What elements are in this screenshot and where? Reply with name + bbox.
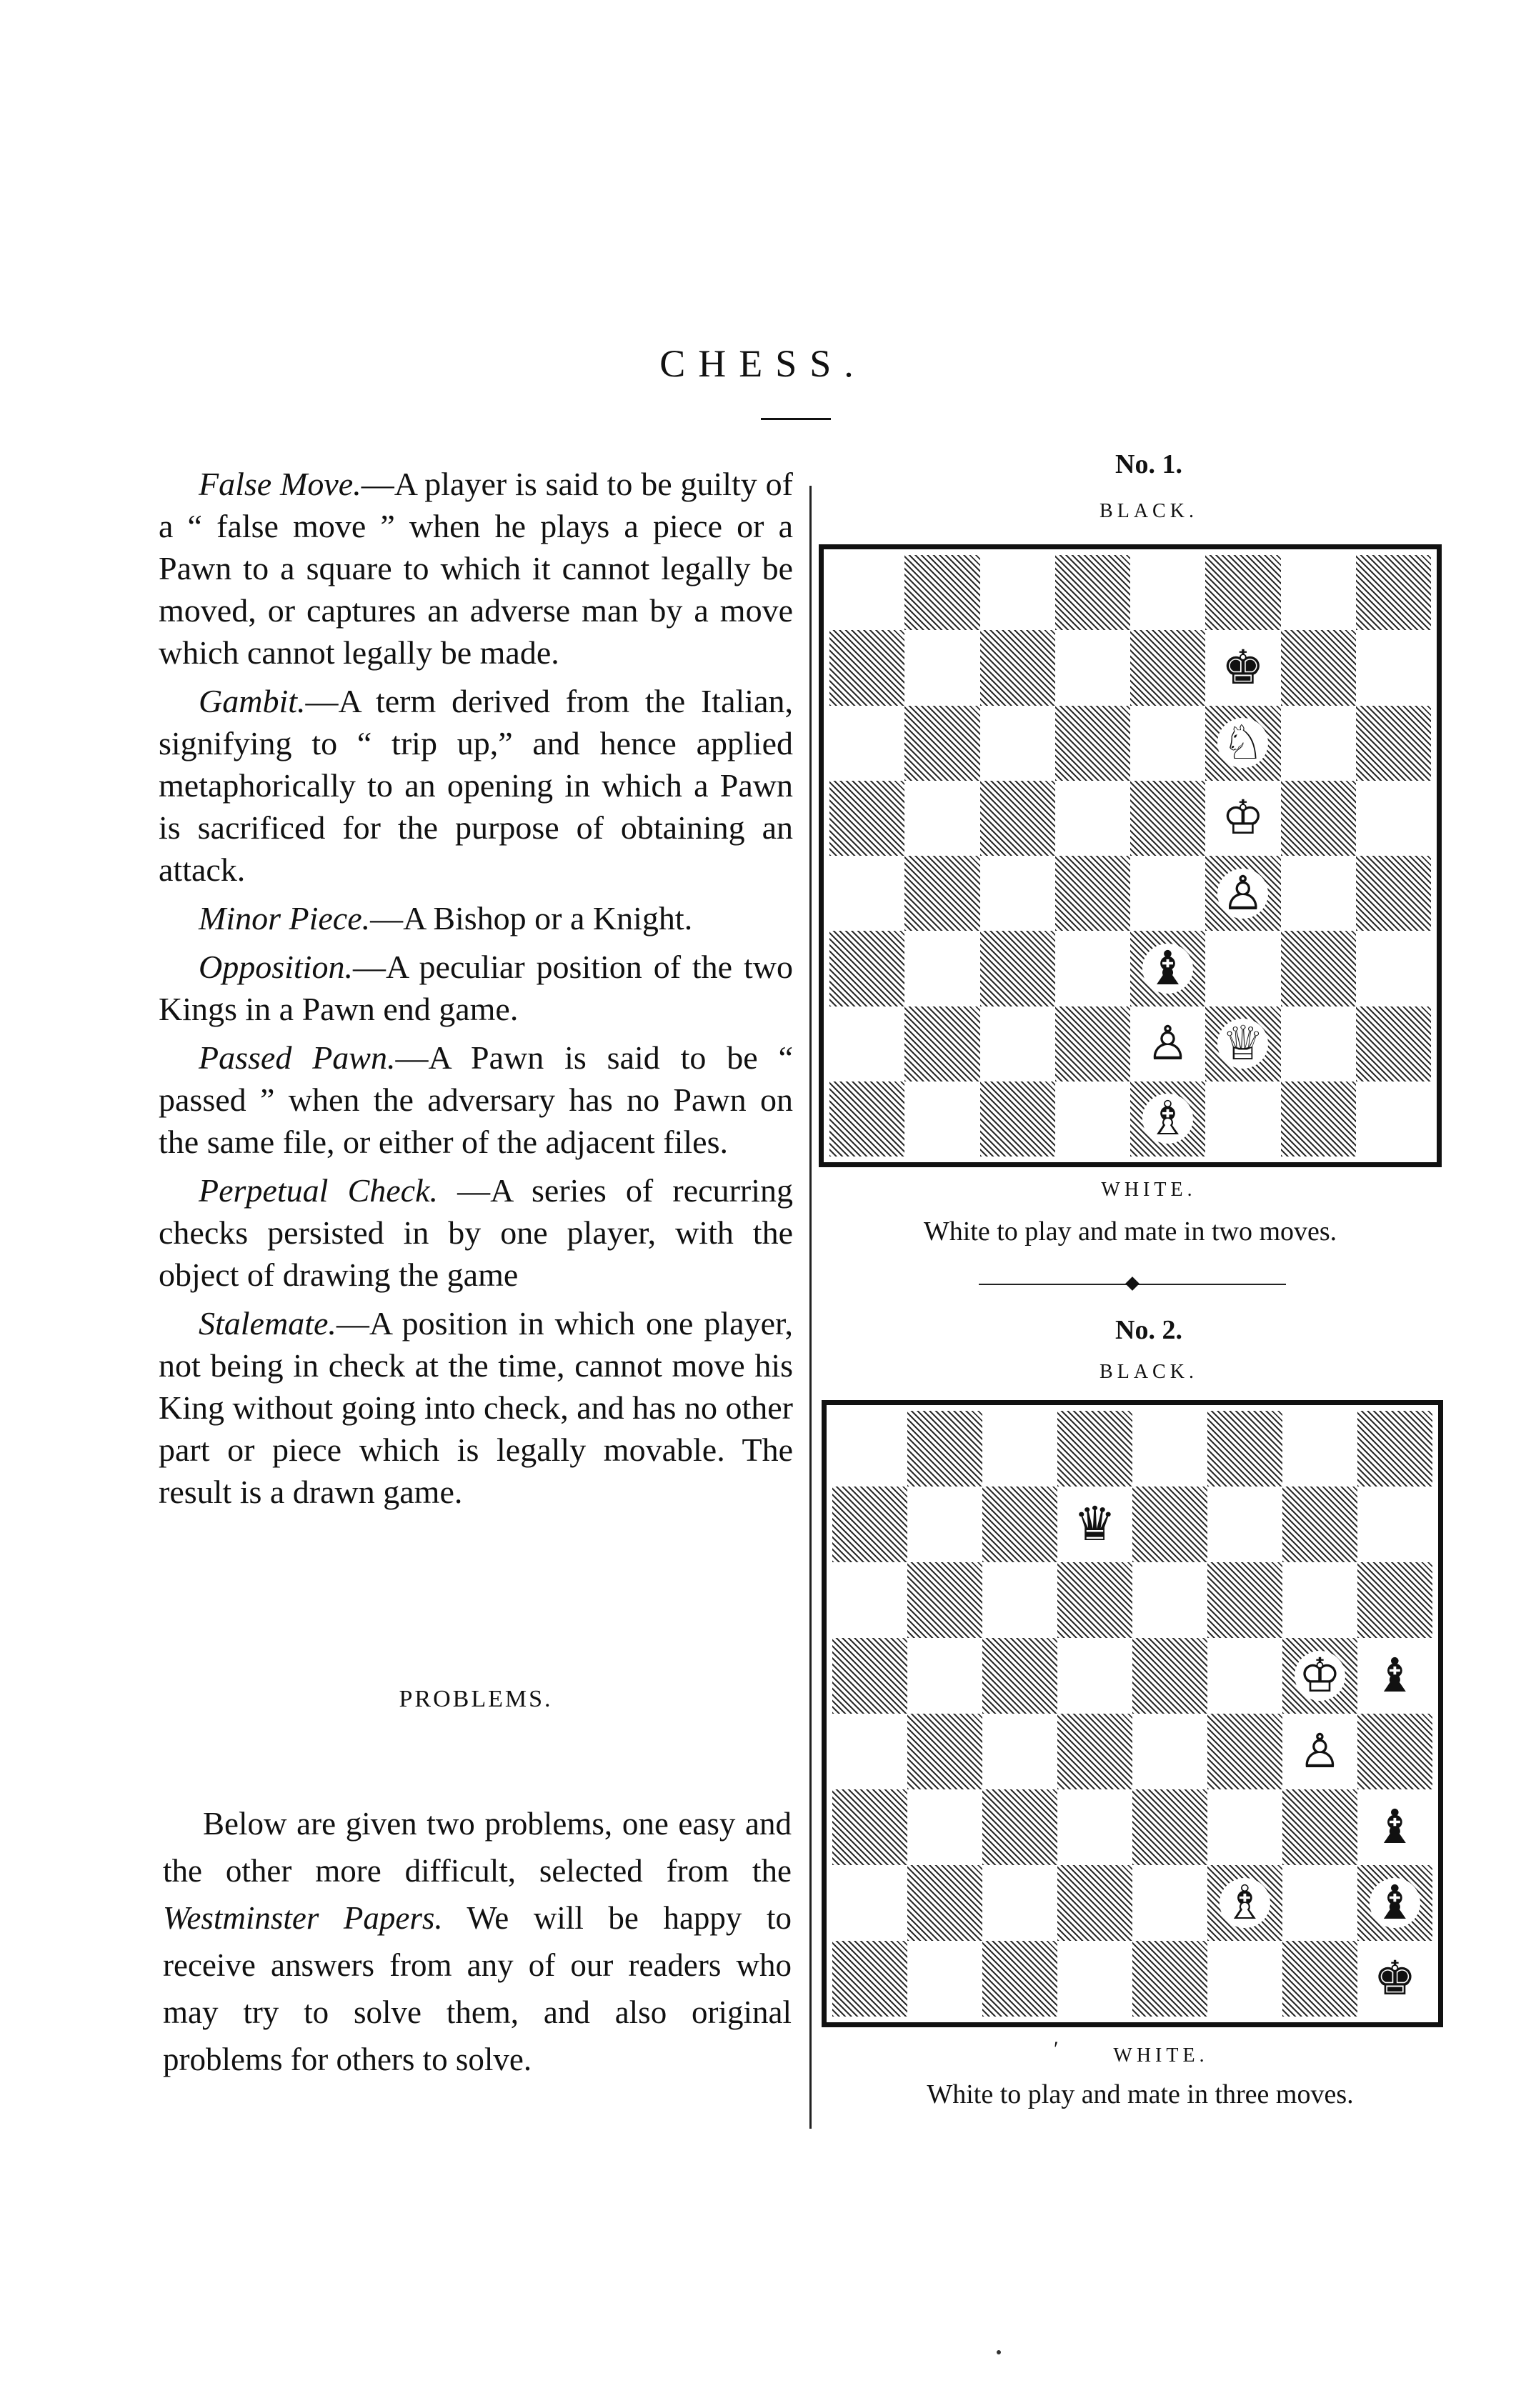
square-d3	[1057, 1789, 1132, 1865]
square-a4	[829, 856, 904, 931]
square-h6	[1356, 706, 1431, 781]
chess-piece-h5: ♝	[1370, 1651, 1420, 1701]
square-e2	[1132, 1865, 1207, 1941]
square-b8	[907, 1411, 982, 1487]
square-b5	[904, 781, 979, 856]
square-h3	[1357, 1789, 1432, 1865]
square-g2	[1281, 1006, 1356, 1081]
square-b2	[904, 1006, 979, 1081]
square-a6	[832, 1562, 907, 1638]
square-f6	[1207, 1562, 1282, 1638]
square-e8	[1130, 555, 1205, 630]
problem-number: No. 2.	[1115, 1315, 1182, 1345]
square-e6	[1130, 706, 1205, 781]
square-d1	[1057, 1941, 1132, 2017]
board-grid	[829, 555, 1431, 1156]
problem-caption: White to play and mate in three moves.	[927, 2079, 1354, 2109]
square-f6	[1205, 706, 1280, 781]
square-c6	[982, 1562, 1057, 1638]
square-f7	[1207, 1487, 1282, 1562]
square-c2	[982, 1865, 1057, 1941]
square-c1	[982, 1941, 1057, 2017]
square-c5	[982, 1638, 1057, 1714]
chess-piece-h1: ♚	[1370, 1954, 1420, 2004]
square-e5	[1130, 781, 1205, 856]
definition-text: —A Pawn is said to be “ passed ” when the adversary has no Pawn on the same file, or either of the adjacent files.	[159, 1039, 794, 1160]
square-f8	[1205, 555, 1280, 630]
square-b4	[907, 1714, 982, 1789]
chess-piece-h3: ♝	[1370, 1802, 1420, 1852]
square-f4	[1207, 1714, 1282, 1789]
chess-board-problem-1	[819, 544, 1442, 1167]
definition-perpetual-check	[159, 1169, 793, 1296]
square-g6	[1282, 1562, 1357, 1638]
square-d1	[1055, 1081, 1130, 1156]
definition-stalemate	[159, 1302, 793, 1513]
chess-piece-d7: ♛	[1069, 1499, 1120, 1549]
square-a8	[832, 1411, 907, 1487]
square-b3	[904, 931, 979, 1006]
chess-piece-f5: ♔	[1217, 793, 1268, 843]
definition-term: False Move.	[199, 466, 361, 502]
square-h5	[1356, 781, 1431, 856]
square-c3	[982, 1789, 1057, 1865]
square-g3	[1281, 931, 1356, 1006]
problems-intro	[163, 1800, 792, 2083]
square-c4	[980, 856, 1055, 931]
square-e3	[1132, 1789, 1207, 1865]
square-d4	[1055, 856, 1130, 931]
definition-minor-piece	[159, 897, 793, 939]
white-label: WHITE.	[1113, 2044, 1209, 2067]
definitions-column	[159, 463, 793, 1519]
definition-term: Gambit.	[199, 683, 306, 719]
definition-term: Perpetual Check.	[199, 1172, 438, 1209]
square-c8	[980, 555, 1055, 630]
intro-text-continued: We will be happy to receive answers from any of our readers who may try to solve them, and also original problems for others to solve.	[163, 1900, 792, 2077]
square-a3	[832, 1789, 907, 1865]
square-b4	[904, 856, 979, 931]
square-h4	[1356, 856, 1431, 931]
square-b8	[904, 555, 979, 630]
square-b6	[904, 706, 979, 781]
square-g5	[1282, 1638, 1357, 1714]
square-d8	[1055, 555, 1130, 630]
square-g7	[1281, 630, 1356, 705]
square-h2	[1357, 1865, 1432, 1941]
chess-board-problem-2	[822, 1400, 1443, 2027]
square-a5	[832, 1638, 907, 1714]
square-g4	[1281, 856, 1356, 931]
square-b1	[904, 1081, 979, 1156]
square-g2	[1282, 1865, 1357, 1941]
square-g8	[1281, 555, 1356, 630]
chess-piece-e3: ♝	[1142, 944, 1193, 994]
square-f5	[1207, 1638, 1282, 1714]
square-f3	[1207, 1789, 1282, 1865]
square-g3	[1282, 1789, 1357, 1865]
black-label: BLACK.	[1099, 1361, 1198, 1383]
definition-term: Passed Pawn.	[199, 1039, 396, 1076]
square-a7	[829, 630, 904, 705]
chess-piece-e1: ♗	[1142, 1094, 1193, 1144]
square-f3	[1205, 931, 1280, 1006]
square-a2	[829, 1006, 904, 1081]
square-b1	[907, 1941, 982, 2017]
square-f2	[1207, 1865, 1282, 1941]
square-d2	[1055, 1006, 1130, 1081]
square-c7	[980, 630, 1055, 705]
square-f2	[1205, 1006, 1280, 1081]
square-c5	[980, 781, 1055, 856]
square-a8	[829, 555, 904, 630]
journal-name: Westminster Papers.	[163, 1900, 443, 1936]
square-a4	[832, 1714, 907, 1789]
square-f5	[1205, 781, 1280, 856]
definition-text: —A position in which one player, not being in check at the time, cannot move his King without going into check, and has no other part or piece which is legally movable. The result is a drawn game.	[159, 1305, 793, 1510]
square-c7	[982, 1487, 1057, 1562]
square-h6	[1357, 1562, 1432, 1638]
square-a7	[832, 1487, 907, 1562]
definition-gambit	[159, 680, 793, 891]
board-grid	[832, 1411, 1432, 2017]
square-d7	[1057, 1487, 1132, 1562]
square-e4	[1130, 856, 1205, 931]
square-d8	[1057, 1411, 1132, 1487]
definition-text: —A peculiar position of the two Kings in a Pawn end game.	[159, 949, 793, 1027]
problems-heading: PROBLEMS.	[399, 1686, 553, 1712]
chess-piece-f7: ♚	[1217, 643, 1268, 693]
square-c2	[980, 1006, 1055, 1081]
definition-passed-pawn	[159, 1036, 793, 1163]
square-b7	[907, 1487, 982, 1562]
square-h5	[1357, 1638, 1432, 1714]
column-divider	[809, 486, 812, 2129]
definition-false-move	[159, 463, 793, 674]
square-g5	[1281, 781, 1356, 856]
square-c1	[980, 1081, 1055, 1156]
square-f1	[1207, 1941, 1282, 2017]
square-h1	[1357, 1941, 1432, 2017]
square-c6	[980, 706, 1055, 781]
definition-text: —A term derived from the Italian, signifying to “ trip up,” and hence applied metaphorically to an opening in which a Pawn is sacrificed for the purpose of obtaining an attack.	[159, 683, 793, 888]
square-d4	[1057, 1714, 1132, 1789]
chess-piece-f6: ♘	[1217, 718, 1268, 768]
square-d5	[1057, 1638, 1132, 1714]
square-h3	[1356, 931, 1431, 1006]
square-a1	[829, 1081, 904, 1156]
square-e7	[1130, 630, 1205, 705]
square-e1	[1132, 1941, 1207, 2017]
definition-text: —A series of recurring checks persisted in by one player, with the object of drawing the game	[159, 1172, 793, 1293]
square-a3	[829, 931, 904, 1006]
definition-opposition	[159, 946, 793, 1030]
square-e7	[1132, 1487, 1207, 1562]
chess-piece-f2: ♗	[1220, 1878, 1270, 1928]
square-h8	[1357, 1411, 1432, 1487]
page-speck	[997, 2350, 1001, 2354]
square-b6	[907, 1562, 982, 1638]
definition-text: —A player is said to be guilty of a “ false move ” when he plays a piece or a Pawn to a square to which it cannot legally be moved, or captures an adverse man by a move which cannot legally be made.	[159, 466, 793, 671]
square-e1	[1130, 1081, 1205, 1156]
square-g1	[1282, 1941, 1357, 2017]
definition-text: —A Bishop or a Knight.	[370, 900, 693, 936]
square-h7	[1356, 630, 1431, 705]
black-label: BLACK.	[1099, 500, 1198, 522]
square-e4	[1132, 1714, 1207, 1789]
ornament-diamond	[1125, 1277, 1139, 1291]
definition-term: Opposition.	[199, 949, 353, 985]
chess-piece-g4: ♙	[1295, 1727, 1345, 1777]
square-h8	[1356, 555, 1431, 630]
square-b3	[907, 1789, 982, 1865]
square-a6	[829, 706, 904, 781]
square-b2	[907, 1865, 982, 1941]
square-a1	[832, 1941, 907, 2017]
title-rule	[761, 418, 831, 420]
square-g4	[1282, 1714, 1357, 1789]
chess-piece-e2: ♙	[1142, 1019, 1193, 1069]
square-a2	[832, 1865, 907, 1941]
problem-number: No. 1.	[1115, 449, 1182, 479]
square-g8	[1282, 1411, 1357, 1487]
page-title: CHESS.	[659, 342, 867, 385]
square-f7	[1205, 630, 1280, 705]
square-d2	[1057, 1865, 1132, 1941]
square-f1	[1205, 1081, 1280, 1156]
chess-piece-f2: ♕	[1217, 1019, 1268, 1069]
intro-text: Below are given two problems, one easy and the other more difficult, selected from the	[163, 1806, 792, 1889]
square-e2	[1130, 1006, 1205, 1081]
tick-mark: ʹ	[1054, 2037, 1059, 2061]
square-h2	[1356, 1006, 1431, 1081]
square-b7	[904, 630, 979, 705]
square-c3	[980, 931, 1055, 1006]
chess-piece-f4: ♙	[1217, 869, 1268, 919]
square-e6	[1132, 1562, 1207, 1638]
square-d3	[1055, 931, 1130, 1006]
square-a5	[829, 781, 904, 856]
square-c8	[982, 1411, 1057, 1487]
square-h1	[1356, 1081, 1431, 1156]
square-b5	[907, 1638, 982, 1714]
white-label: WHITE.	[1101, 1179, 1197, 1201]
square-g7	[1282, 1487, 1357, 1562]
square-d5	[1055, 781, 1130, 856]
square-f8	[1207, 1411, 1282, 1487]
square-c4	[982, 1714, 1057, 1789]
definition-term: Stalemate.	[199, 1305, 336, 1342]
square-e3	[1130, 931, 1205, 1006]
square-e8	[1132, 1411, 1207, 1487]
chess-piece-g5: ♔	[1295, 1651, 1345, 1701]
square-d7	[1055, 630, 1130, 705]
square-g1	[1281, 1081, 1356, 1156]
square-g6	[1281, 706, 1356, 781]
problem-caption: White to play and mate in two moves.	[923, 1217, 1337, 1247]
square-d6	[1055, 706, 1130, 781]
definition-term: Minor Piece.	[199, 900, 371, 936]
chess-piece-h2: ♝	[1370, 1878, 1420, 1928]
square-e5	[1132, 1638, 1207, 1714]
square-h4	[1357, 1714, 1432, 1789]
square-f4	[1205, 856, 1280, 931]
square-d6	[1057, 1562, 1132, 1638]
square-h7	[1357, 1487, 1432, 1562]
